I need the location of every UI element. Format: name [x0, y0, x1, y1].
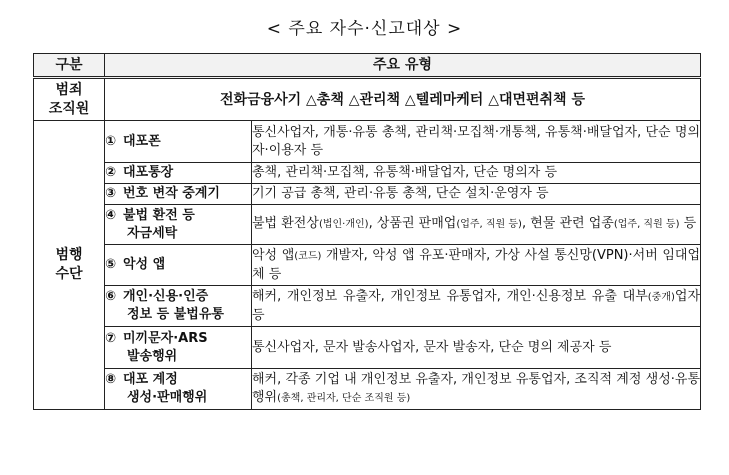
- means-name-text: 불법 환전 등: [123, 207, 195, 223]
- means-name-text: 미끼문자·ARS: [123, 330, 208, 346]
- means-desc-text: 해커, 각종 기업 내 개인정보 유출자, 개인정보 유통업자, 조직적 계정 생성·유통행위: [252, 371, 701, 405]
- crime-org-label-line1: 범죄: [55, 81, 83, 98]
- means-name: [105, 184, 252, 205]
- means-name: [105, 327, 252, 369]
- means-desc-text: 등: [679, 216, 697, 231]
- means-name-text: 대포통장: [123, 165, 174, 180]
- means-row: [34, 163, 701, 184]
- means-desc-text: 업자 등: [252, 288, 701, 323]
- means-desc: [252, 205, 701, 245]
- report-target-table: [33, 53, 701, 410]
- means-label-line2: 수단: [55, 266, 83, 282]
- means-desc: [252, 327, 701, 369]
- means-desc-text: , 현물 관련 업종: [521, 216, 614, 231]
- means-name-text: 번호 변작 중계기: [123, 186, 220, 201]
- means-desc-note: (법인·개인): [318, 219, 369, 230]
- means-label: [34, 121, 105, 410]
- means-desc-text: 악성 앱: [252, 247, 295, 263]
- means-desc: [252, 184, 701, 205]
- header-category: 구분: [34, 54, 105, 78]
- page-title: < 주요 자수·신고대상 >: [266, 19, 463, 39]
- means-number: ⑧: [105, 372, 117, 387]
- means-desc-text: , 상품권 판매업: [368, 216, 457, 231]
- means-desc-note: (업주, 직원 등): [613, 219, 680, 230]
- means-desc-text: 불법 환전상: [252, 216, 319, 231]
- means-name-text: 개인·신용·인증: [123, 289, 209, 304]
- means-name-subtext: 발송행위: [127, 348, 178, 364]
- means-desc: [252, 369, 701, 410]
- means-desc: [252, 163, 701, 184]
- means-name: [105, 205, 252, 245]
- means-desc-note: (총책, 관리자, 단순 조직원 등): [277, 392, 411, 404]
- means-name-text: 대포 계정: [123, 372, 178, 387]
- means-desc-text: 개발자, 악성 앱 유포·판매자, 가상 사설 통신망(VPN)·서버 임대업체 등: [252, 247, 701, 282]
- crime-org-content: 전화금융사기 △총책 △관리책 △텔레마케터 △대면편취책 등: [105, 78, 701, 121]
- means-desc: [252, 245, 701, 286]
- means-name-subtext: 자금세탁: [127, 225, 178, 241]
- means-row: [34, 184, 701, 205]
- means-number: ④: [105, 207, 117, 223]
- crime-org-row: [34, 78, 701, 121]
- means-name: [105, 245, 252, 286]
- means-name-subtext: 정보 등 불법유통: [127, 307, 224, 322]
- means-name-subtext: 생성·판매행위: [127, 390, 208, 405]
- means-row: [34, 327, 701, 369]
- means-name-text: 대포폰: [123, 133, 161, 149]
- means-desc-text: 해커, 개인정보 유출자, 개인정보 유통업자, 개인·신용정보 유출 대부: [252, 288, 648, 304]
- means-number: ③: [105, 186, 117, 201]
- means-number: ⑤: [105, 257, 117, 272]
- means-desc: [252, 286, 701, 327]
- means-number: ⑥: [105, 289, 117, 304]
- crime-org-label: [34, 78, 105, 121]
- means-name-text: 악성 앱: [123, 257, 166, 272]
- means-name: [105, 369, 252, 410]
- means-row: [34, 245, 701, 286]
- means-desc-note: (코드): [294, 250, 322, 262]
- means-desc-note: (중개): [647, 291, 675, 303]
- means-desc-text: 통신사업자, 문자 발송사업자, 문자 발송자, 단순 명의 제공자 등: [252, 339, 612, 355]
- header-main-types: 주요 유형: [105, 54, 701, 78]
- means-number: ①: [105, 133, 117, 149]
- crime-org-label-line2: 조직원: [48, 100, 90, 117]
- means-row: [34, 286, 701, 327]
- means-number: ②: [105, 165, 117, 180]
- means-name: [105, 121, 252, 163]
- table-header-row: [34, 54, 701, 78]
- means-name: [105, 286, 252, 327]
- means-name: [105, 163, 252, 184]
- means-desc: [252, 121, 701, 163]
- means-row: [34, 205, 701, 245]
- means-desc-text: 기기 공급 총책, 관리·유통 총책, 단순 설치·운영자 등: [252, 186, 549, 201]
- means-row: [34, 369, 701, 410]
- means-desc-note: (업주, 직원 등): [456, 219, 522, 230]
- means-row: [34, 121, 701, 163]
- means-desc-text: 총책, 관리책·모집책, 유통책·배달업자, 단순 명의자 등: [252, 165, 558, 180]
- means-label-line1: 범행: [55, 247, 83, 263]
- means-number: ⑦: [105, 330, 117, 346]
- means-desc-text: 통신사업자, 개통·유통 총책, 관리책·모집책·개통책, 유통책·배달업자, 단순 명의자·이용자 등: [252, 124, 701, 158]
